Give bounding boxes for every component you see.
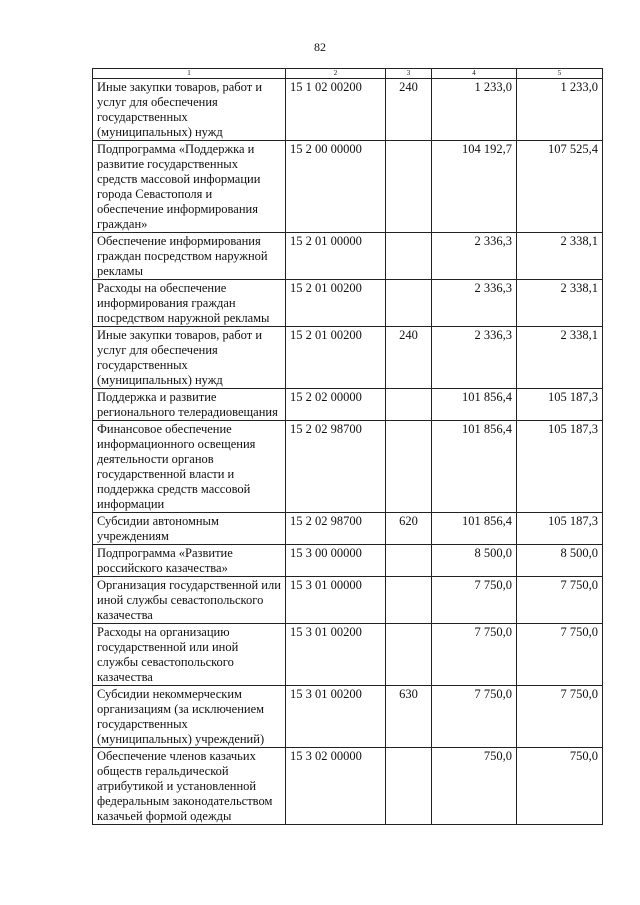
row-amount-1-cell: 101 856,4 xyxy=(432,513,517,545)
row-amount-2-cell: 105 187,3 xyxy=(517,389,603,421)
row-code-cell: 15 1 02 00200 xyxy=(286,79,386,141)
row-code-cell: 15 2 02 98700 xyxy=(286,421,386,513)
row-code-cell: 15 2 02 98700 xyxy=(286,513,386,545)
table-row xyxy=(93,624,603,686)
row-amount-2-cell: 105 187,3 xyxy=(517,513,603,545)
row-amount-2-cell: 8 500,0 xyxy=(517,545,603,577)
row-amount-2-cell: 7 750,0 xyxy=(517,624,603,686)
row-amount-1-cell: 1 233,0 xyxy=(432,79,517,141)
table-row xyxy=(93,545,603,577)
row-amount-2-cell: 750,0 xyxy=(517,748,603,825)
row-amount-1-cell: 7 750,0 xyxy=(432,577,517,624)
table-row xyxy=(93,233,603,280)
header-col-5: 5 xyxy=(517,69,603,79)
row-amount-2-cell: 2 338,1 xyxy=(517,233,603,280)
row-amount-2-cell: 2 338,1 xyxy=(517,280,603,327)
row-expense-type-cell xyxy=(386,389,432,421)
table-row xyxy=(93,79,603,141)
row-amount-1-cell: 8 500,0 xyxy=(432,545,517,577)
row-amount-1-cell: 101 856,4 xyxy=(432,389,517,421)
table-row xyxy=(93,421,603,513)
row-code-cell: 15 2 01 00000 xyxy=(286,233,386,280)
row-amount-1-cell: 104 192,7 xyxy=(432,141,517,233)
row-expense-type-cell xyxy=(386,748,432,825)
header-col-1: 1 xyxy=(93,69,286,79)
row-amount-2-cell: 2 338,1 xyxy=(517,327,603,389)
row-name-cell: Расходы на обеспечение информирования граждан посредством наружной рекламы xyxy=(93,280,286,327)
header-col-2: 2 xyxy=(286,69,386,79)
row-amount-1-cell: 7 750,0 xyxy=(432,624,517,686)
row-code-cell: 15 2 02 00000 xyxy=(286,389,386,421)
table-body xyxy=(93,79,603,825)
table-row xyxy=(93,141,603,233)
table-row xyxy=(93,577,603,624)
row-amount-1-cell: 2 336,3 xyxy=(432,327,517,389)
row-expense-type-cell xyxy=(386,280,432,327)
row-code-cell: 15 3 01 00200 xyxy=(286,686,386,748)
row-name-cell: Организация государственной или иной службы севастопольского казачества xyxy=(93,577,286,624)
budget-table xyxy=(92,68,603,825)
row-expense-type-cell: 240 xyxy=(386,327,432,389)
row-amount-1-cell: 2 336,3 xyxy=(432,280,517,327)
table-row xyxy=(93,748,603,825)
row-amount-2-cell: 105 187,3 xyxy=(517,421,603,513)
table-header xyxy=(93,69,603,79)
row-name-cell: Субсидии некоммерческим организациям (за исключением государственных (муниципальных) учреждений) xyxy=(93,686,286,748)
page-number: 82 xyxy=(314,40,326,54)
row-name-cell: Иные закупки товаров, работ и услуг для обеспечения государственных (муниципальных) нужд xyxy=(93,327,286,389)
row-expense-type-cell: 240 xyxy=(386,79,432,141)
row-expense-type-cell xyxy=(386,421,432,513)
row-code-cell: 15 2 01 00200 xyxy=(286,327,386,389)
table-row xyxy=(93,513,603,545)
row-amount-1-cell: 2 336,3 xyxy=(432,233,517,280)
row-name-cell: Расходы на организацию государственной или иной службы севастопольского казачества xyxy=(93,624,286,686)
row-expense-type-cell xyxy=(386,141,432,233)
row-amount-2-cell: 7 750,0 xyxy=(517,686,603,748)
table-row xyxy=(93,327,603,389)
row-expense-type-cell: 630 xyxy=(386,686,432,748)
row-code-cell: 15 2 00 00000 xyxy=(286,141,386,233)
row-expense-type-cell xyxy=(386,233,432,280)
row-name-cell: Субсидии автономным учреждениям xyxy=(93,513,286,545)
row-name-cell: Иные закупки товаров, работ и услуг для обеспечения государственных (муниципальных) нужд xyxy=(93,79,286,141)
header-col-4: 4 xyxy=(432,69,517,79)
row-expense-type-cell xyxy=(386,545,432,577)
row-amount-2-cell: 7 750,0 xyxy=(517,577,603,624)
row-code-cell: 15 3 01 00200 xyxy=(286,624,386,686)
row-amount-2-cell: 1 233,0 xyxy=(517,79,603,141)
row-code-cell: 15 2 01 00200 xyxy=(286,280,386,327)
table-row xyxy=(93,389,603,421)
row-code-cell: 15 3 02 00000 xyxy=(286,748,386,825)
row-code-cell: 15 3 00 00000 xyxy=(286,545,386,577)
header-col-3: 3 xyxy=(386,69,432,79)
row-name-cell: Поддержка и развитие регионального телерадиовещания xyxy=(93,389,286,421)
row-name-cell: Подпрограмма «Развитие российского казачества» xyxy=(93,545,286,577)
row-amount-1-cell: 101 856,4 xyxy=(432,421,517,513)
row-expense-type-cell xyxy=(386,577,432,624)
row-expense-type-cell xyxy=(386,624,432,686)
row-name-cell: Финансовое обеспечение информационного освещения деятельности органов государственной власти и поддержка средств массовой информации xyxy=(93,421,286,513)
row-amount-1-cell: 7 750,0 xyxy=(432,686,517,748)
row-name-cell: Подпрограмма «Поддержка и развитие государственных средств массовой информации города Севастополя и обеспечение информирования граждан» xyxy=(93,141,286,233)
row-code-cell: 15 3 01 00000 xyxy=(286,577,386,624)
row-amount-1-cell: 750,0 xyxy=(432,748,517,825)
table-row xyxy=(93,280,603,327)
row-expense-type-cell: 620 xyxy=(386,513,432,545)
row-name-cell: Обеспечение членов казачьих обществ геральдической атрибутикой и установленной федеральным законодательством казачьей формой одежды xyxy=(93,748,286,825)
row-name-cell: Обеспечение информирования граждан посредством наружной рекламы xyxy=(93,233,286,280)
row-amount-2-cell: 107 525,4 xyxy=(517,141,603,233)
table-row xyxy=(93,686,603,748)
